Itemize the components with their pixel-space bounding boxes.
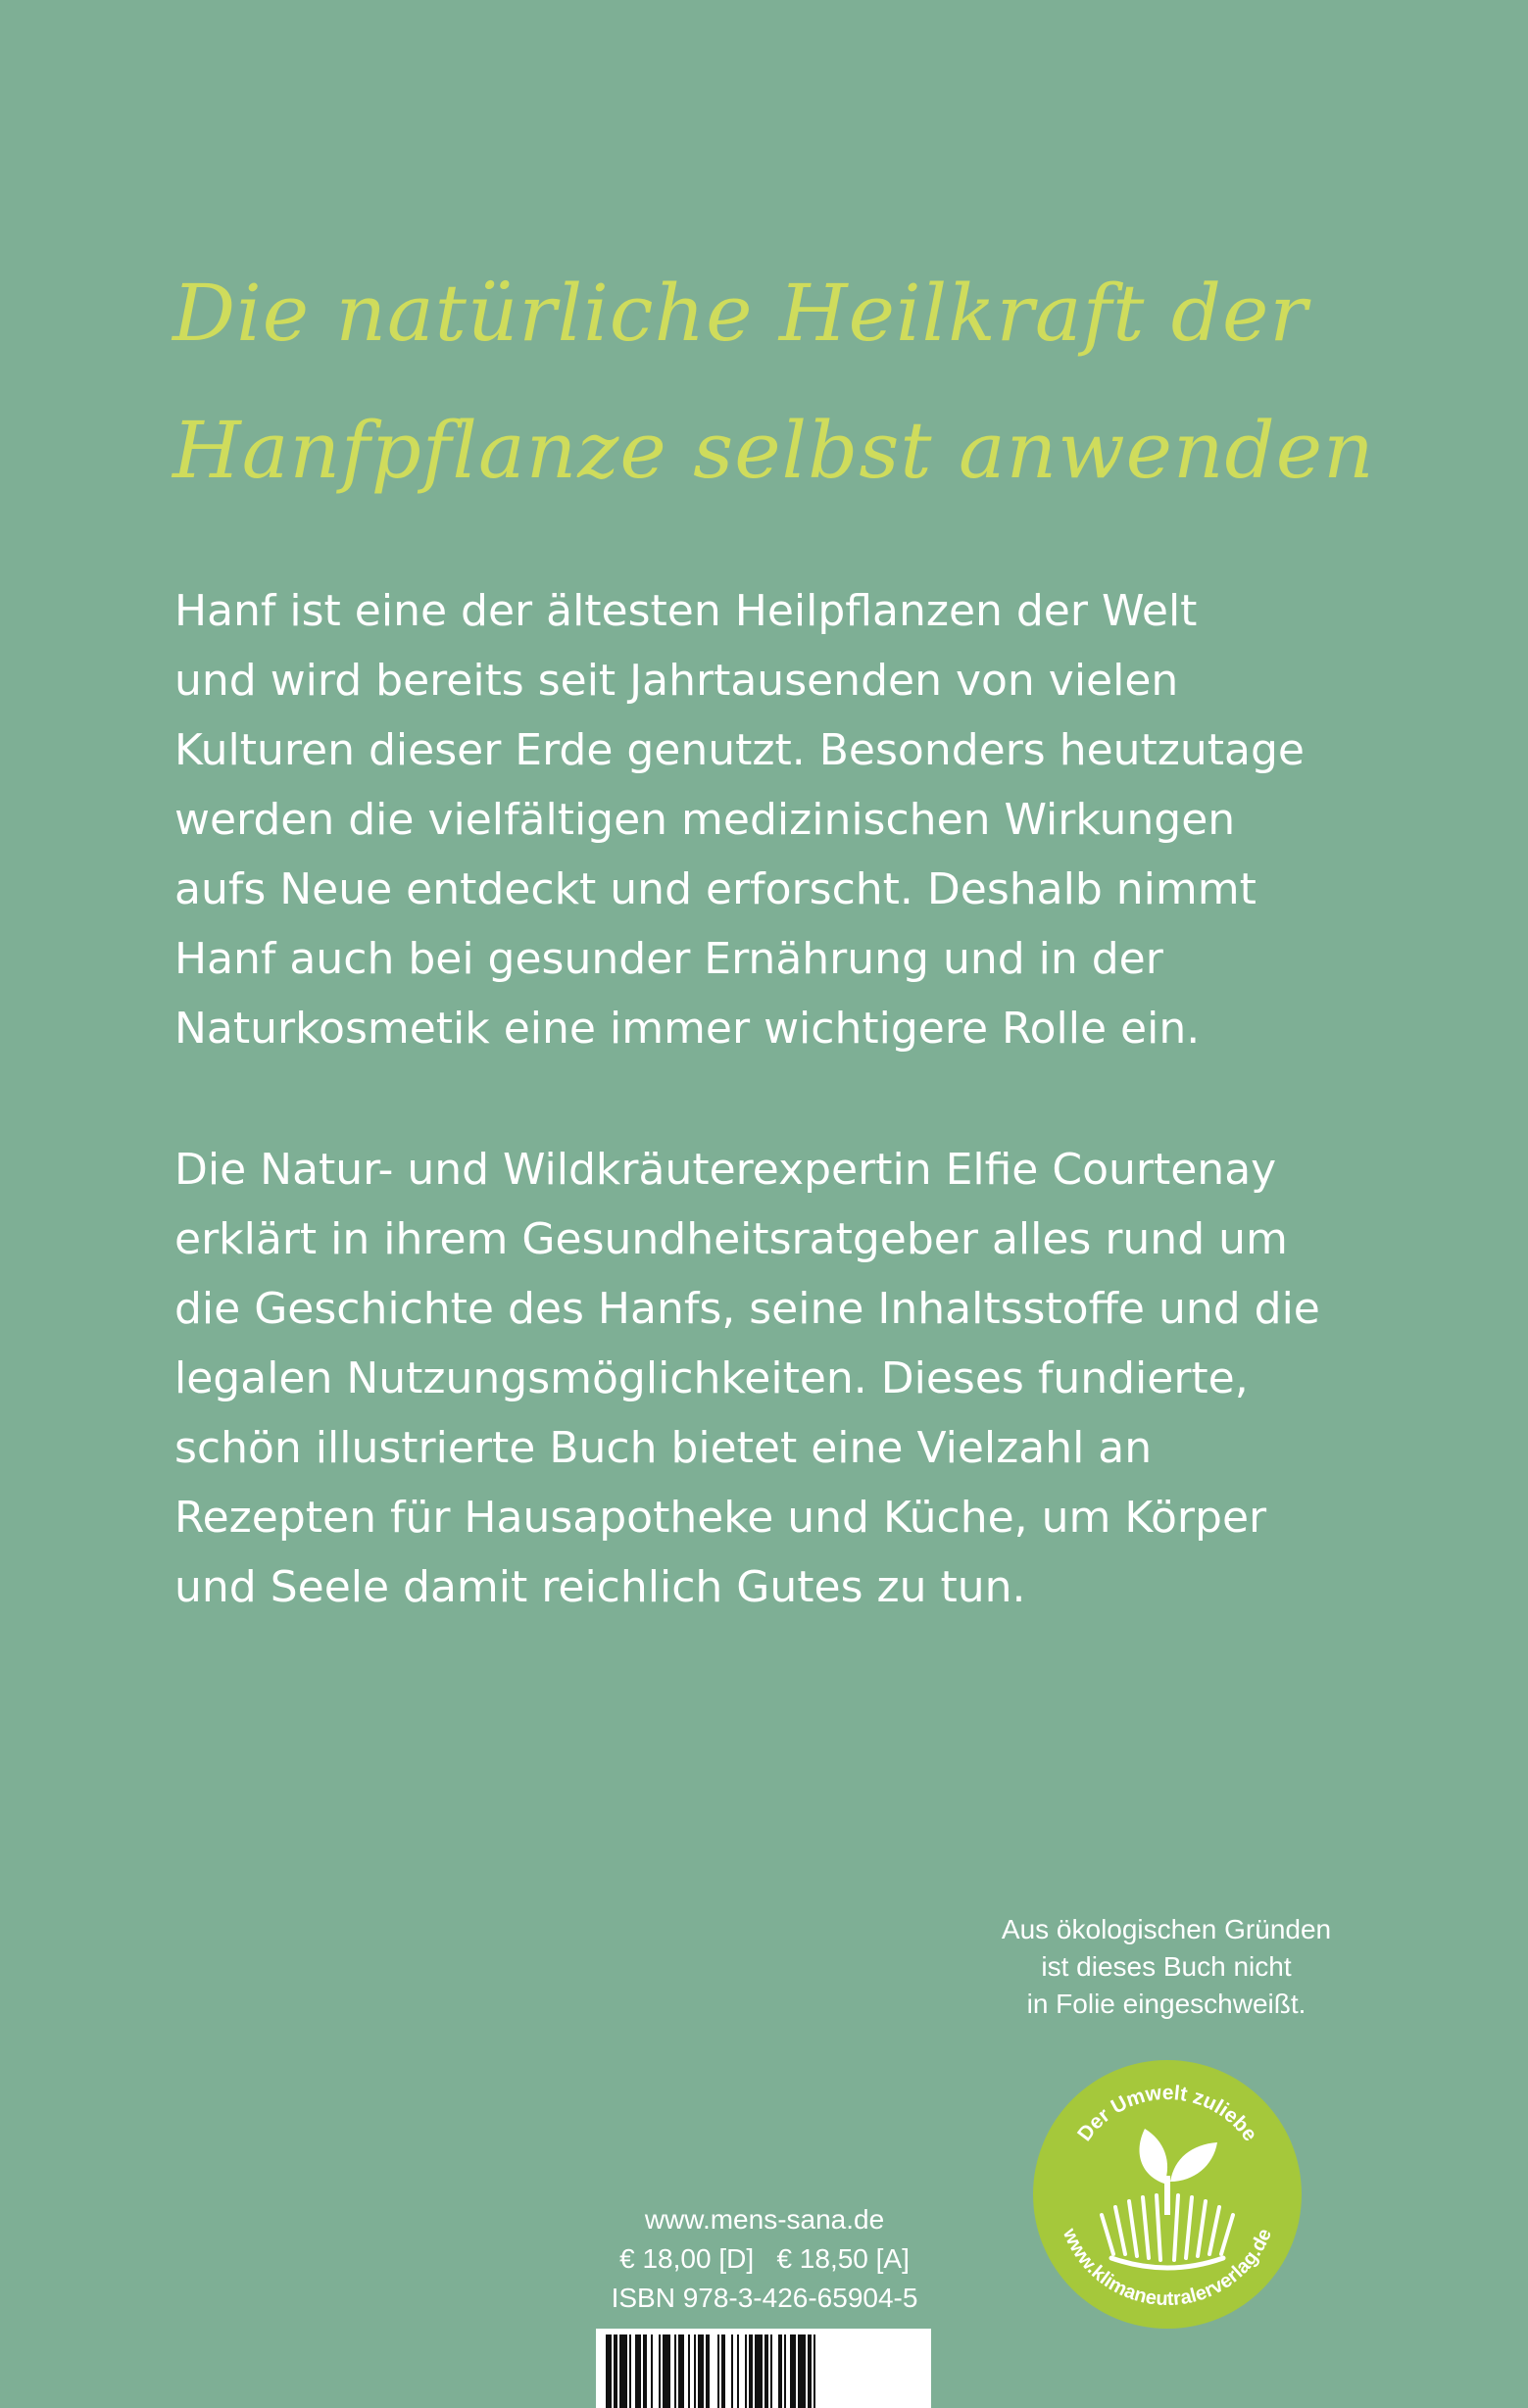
headline-line-1: Die natürliche Heilkraft der [173, 268, 1308, 359]
isbn: ISBN 978-3-426-65904-5 [611, 2283, 918, 2313]
price: € 18,00 [D] € 18,50 [A] [619, 2243, 910, 2274]
barcode-bar [798, 2334, 806, 2408]
paragraph-2-line: schön illustrierte Buch bietet eine Vielzahl an [174, 1423, 1153, 1473]
barcode-bar [663, 2334, 670, 2408]
eco-note [970, 1911, 1362, 2023]
barcode-bar [731, 2334, 733, 2408]
barcode-bar [674, 2334, 676, 2408]
paragraph-1-line: aufs Neue entdeckt und erforscht. Deshalb nimmt [174, 864, 1257, 914]
barcode-bar [606, 2334, 612, 2408]
headline [173, 245, 1375, 519]
climate-neutral-badge [1031, 2058, 1304, 2331]
eco-note-line: Aus ökologischen Gründen [1001, 1914, 1332, 1944]
description-paragraph-1 [174, 576, 1331, 1063]
barcode-bar [678, 2334, 684, 2408]
eco-note-line: ist dieses Buch nicht [1041, 1951, 1292, 1982]
barcode [596, 2329, 931, 2408]
barcode-bar [706, 2334, 710, 2408]
description-paragraph-2 [174, 1135, 1331, 1622]
barcode-bar [778, 2334, 782, 2408]
paragraph-2-line: und Seele damit reichlich Gutes zu tun. [174, 1562, 1026, 1612]
barcode-bar [643, 2334, 647, 2408]
barcode-bar [770, 2334, 772, 2408]
barcode-bar [745, 2334, 747, 2408]
paragraph-1-line: Hanf auch bei gesunder Ernährung und in der [174, 934, 1163, 984]
paragraph-2-line: erklärt in ihrem Gesundheitsratgeber alles rund um [174, 1214, 1288, 1264]
barcode-bar [813, 2334, 815, 2408]
paragraph-1-line: und wird bereits seit Jahrtausenden von vielen [174, 656, 1179, 706]
headline-line-2: Hanfpflanze selbst anwenden [173, 405, 1375, 496]
barcode-bar [659, 2334, 661, 2408]
barcode-bar [651, 2334, 653, 2408]
paragraph-2-line: legalen Nutzungsmöglichkeiten. Dieses fundierte, [174, 1353, 1249, 1403]
barcode-bar [764, 2334, 768, 2408]
barcode-bar [721, 2334, 725, 2408]
paragraph-2-line: Die Natur- und Wildkräuterexpertin Elfie Courtenay [174, 1145, 1277, 1195]
paragraph-2-line: die Geschichte des Hanfs, seine Inhaltsstoffe und die [174, 1284, 1320, 1334]
barcode-bar [790, 2334, 796, 2408]
barcode-bar [619, 2334, 627, 2408]
eco-note-line: in Folie eingeschweißt. [1026, 1989, 1306, 2019]
barcode-bar [614, 2334, 617, 2408]
barcode-bar [749, 2334, 753, 2408]
badge-bottom-text: www.klimaneutralerverlag.de [1058, 2225, 1276, 2311]
barcode-bar [784, 2334, 786, 2408]
publisher-website: www.mens-sana.de [644, 2204, 885, 2235]
paragraph-1-line: Hanf ist eine der ältesten Heilpflanzen der Welt [174, 586, 1198, 636]
barcode-bar [808, 2334, 812, 2408]
barcode-bar [737, 2334, 739, 2408]
barcode-bar [755, 2334, 763, 2408]
paragraph-1-line: Naturkosmetik eine immer wichtigere Rolle ein. [174, 1004, 1201, 1054]
paragraph-2-line: Rezepten für Hausapotheke und Küche, um Körper [174, 1493, 1267, 1543]
badge-top-text: Der Umwelt zuliebe [1073, 2081, 1261, 2146]
imprint [578, 2200, 951, 2318]
barcode-bar [698, 2334, 704, 2408]
barcode-bar [694, 2334, 696, 2408]
paragraph-1-line: werden die vielfältigen medizinischen Wirkungen [174, 795, 1236, 845]
barcode-bar [688, 2334, 690, 2408]
barcode-bar [635, 2334, 641, 2408]
paragraph-1-line: Kulturen dieser Erde genutzt. Besonders heutzutage [174, 725, 1306, 775]
barcode-bar [717, 2334, 719, 2408]
barcode-bar [629, 2334, 631, 2408]
